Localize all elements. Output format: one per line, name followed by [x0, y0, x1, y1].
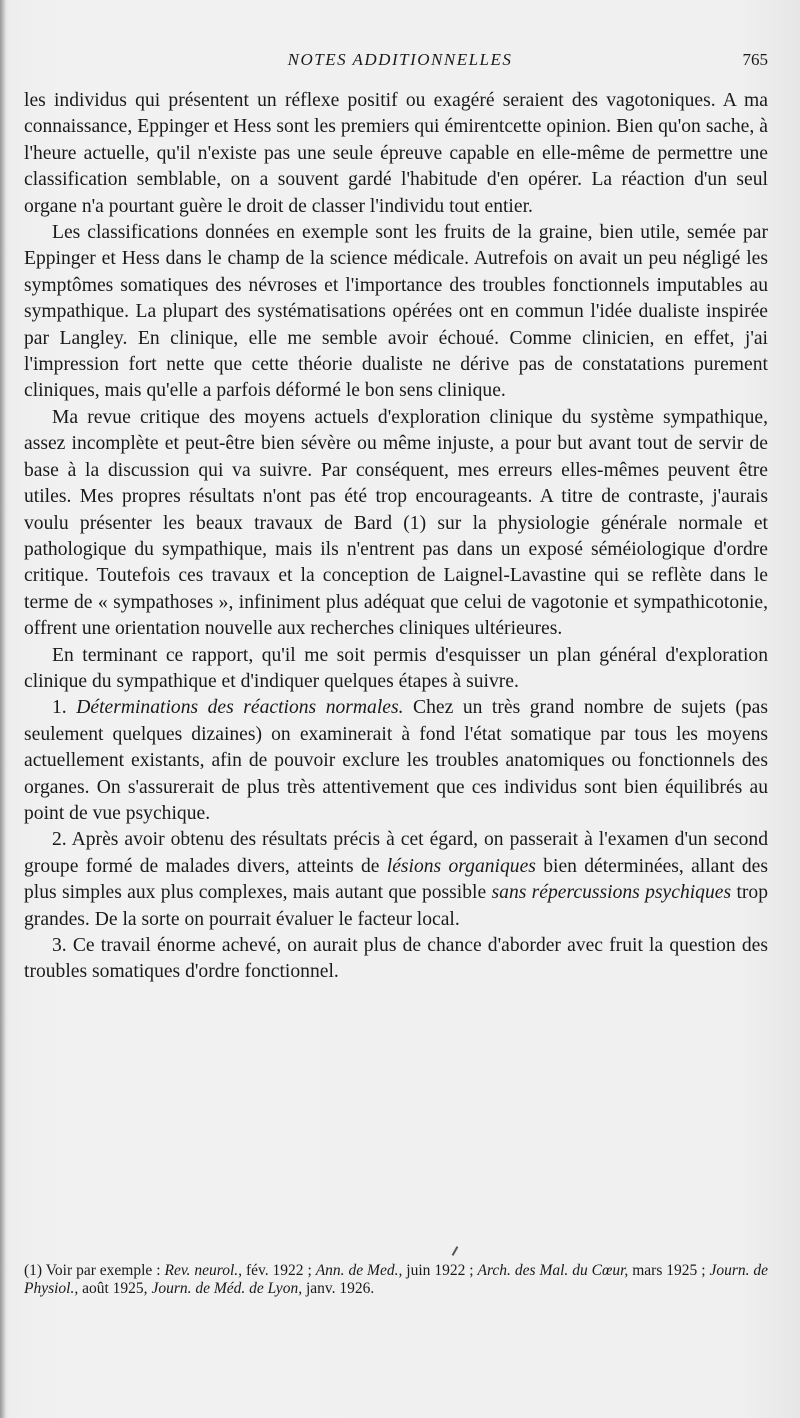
- step-3: [24, 933, 768, 986]
- footnote-lead: Voir par exemple :: [45, 1262, 161, 1279]
- footnote-ref-5-date: janv. 1926.: [305, 1280, 375, 1297]
- paragraph-revue-critique: Ma revue critique des moyens actuels d'exploration clinique du système sympathique, assez incomplète et peut-être bien sévère ou même injuste, a pour but avant tout de servir de base à la discussion qui va suivre. Par conséquent, mes erreurs elles-mêmes peuvent être utiles. Mes propres résultats n'ont pas été trop encourageants. A titre de contraste, j'aurais voulu présenter les beaux travaux de Bard (1) sur la physiologie générale normale et pathologique du sympathique, mais ils n'entrent pas dans un exposé séméiologique d'ordre critique. Toutefois ces travaux et la conception de Laignel-Lavastine qui se reflète dans le terme de « sympathoses », infiniment plus adéquat que celui de vagotonie et sympathicotonie, offrent une orientation nouvelle aux recherches cliniques ultérieures.: [24, 406, 768, 640]
- footnote-marker: (1): [24, 1262, 43, 1279]
- page-edge-shadow: [0, 0, 6, 1418]
- step-1-title: Déterminations des réactions normales.: [76, 697, 404, 719]
- footnote-ref-3: Arch. des Mal. du Cœur,: [477, 1262, 629, 1279]
- running-head: [20, 48, 780, 74]
- step-2-emphasis-b: sans répercussions psychiques: [491, 882, 732, 904]
- footnote-ref-2-date: juin 1922 ;: [406, 1262, 474, 1279]
- footnote-ref-1: Rev. neurol.,: [164, 1262, 243, 1279]
- footnote-ref-1-date: fév. 1922 ;: [245, 1262, 312, 1279]
- page-number: 765: [742, 50, 768, 69]
- step-3-text: Ce travail énorme achevé, on aurait plus de chance d'aborder avec fruit la question des troubles somatiques d'ordre fonctionnel.: [24, 935, 768, 983]
- step-2-number: 2.: [52, 829, 67, 851]
- paragraph-conclusion-intro: En terminant ce rapport, qu'il me soit permis d'esquisser un plan général d'exploration clinique du sympathique et d'indiquer quelques étapes à suivre.: [24, 644, 768, 692]
- footnote-ref-5: Journ. de Méd. de Lyon,: [151, 1280, 303, 1297]
- footnote-ref-3-date: mars 1925 ;: [632, 1262, 706, 1279]
- running-title: NOTES ADDITIONNELLES: [287, 50, 513, 69]
- body-text: [24, 88, 768, 986]
- step-1-number: 1.: [52, 697, 67, 719]
- paragraph-classifications: Les classifications données en exemple sont les fruits de la graine, bien utile, semée par Eppinger et Hess dans le champ de la science médicale. Autrefois on avait un peu négligé les symptômes somatiques des névroses et l'importance des troubles fonctionnels imputables au sympathique. La plupart des systématisations opérées ont en commun l'idée dualiste inspirée par Langley. En clinique, elle me semble avoir échoué. Comme clinicien, en effet, j'ai l'impression fort nette que cette théorie dualiste ne dérive pas de constatations purement cliniques, mais qu'elle a parfois déformé le bon sens clinique.: [24, 222, 768, 402]
- step-2-text-c: trop grandes. De la sorte on pourrait évaluer le facteur local.: [24, 882, 768, 930]
- footnote-mark: [452, 1246, 459, 1256]
- step-2: [24, 827, 768, 933]
- footnote-ref-2: Ann. de Med.,: [315, 1262, 403, 1279]
- footnotes: [24, 1262, 768, 1298]
- step-2-emphasis-a: lésions organiques: [386, 855, 536, 877]
- paragraph-continuation: les individus qui présentent un réflexe positif ou exagéré seraient des vagotoniques. A ma connaissance, Eppinger et Hess sont les premiers qui émirentcette opinion. Bien qu'on sache, à l'heure actuelle, qu'il n'existe pas une seule épreuve capable en elle-même de permettre une classification semblable, on a souvent gardé l'habitude d'en opérer. La réaction d'un seul organe n'a pourtant guère le droit de classer l'individu tout entier.: [24, 90, 768, 217]
- step-2-text-a: Après avoir obtenu des résultats précis à cet égard, on passerait à l'examen d'un second groupe formé de malades divers, atteints de: [24, 829, 768, 877]
- step-2-text-b: bien déterminées, allant des plus simples aux plus complexes, mais autant que possible: [24, 855, 769, 904]
- step-1-text: Chez un très grand nombre de sujets (pas seulement quelques dizaines) on examinerait à fond l'état somatique par tous les moyens actuellement existants, afin de pouvoir exclure les troubles anatomiques ou fonctionnels des organes. On s'assurerait de plus très attentivement que ces individus sont bien équilibrés au point de vue psychique.: [24, 697, 768, 824]
- footnote-ref-4-date: août 1925,: [82, 1280, 148, 1297]
- footnote-ref-4: Journ. de Physiol.,: [24, 1262, 769, 1297]
- step-1: [24, 695, 768, 827]
- step-3-number: 3.: [52, 935, 67, 956]
